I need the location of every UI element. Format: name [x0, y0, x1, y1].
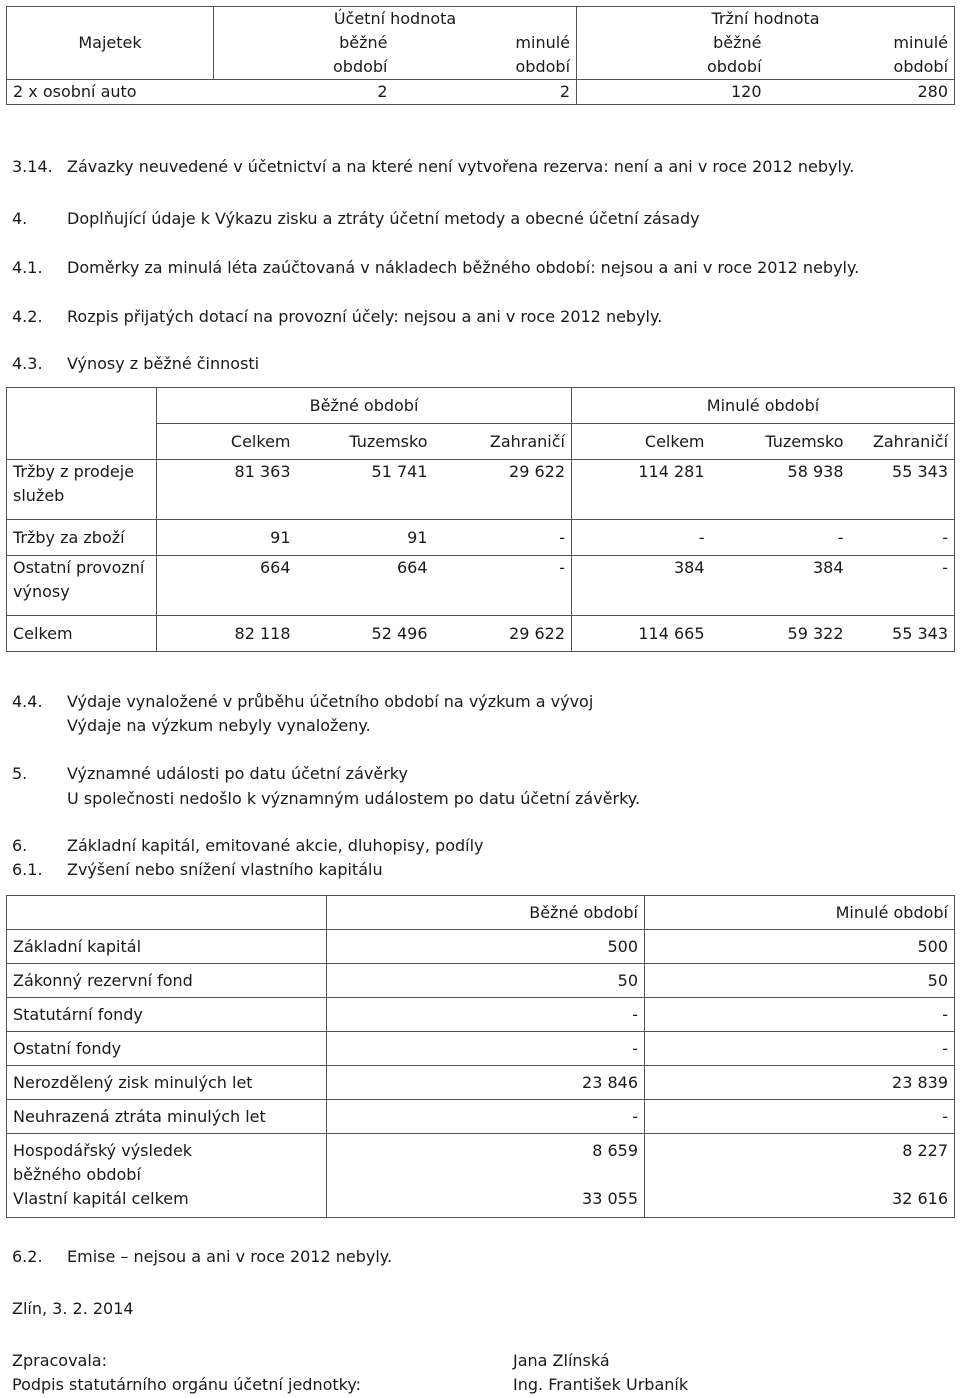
place-date: Zlín, 3. 2. 2014 — [12, 1299, 134, 1318]
section-number: 4. — [12, 209, 28, 228]
section-number: 3.14. — [12, 157, 53, 176]
period-line: běžné — [339, 33, 388, 52]
section-text: Závazky neuvedené v účetnictví a na které není vytvořena rezerva: není a ani v roce 2012 nebyly. — [67, 157, 855, 176]
row-label — [7, 556, 157, 616]
table-row — [7, 1100, 955, 1134]
cell-value: 81 363 — [157, 460, 297, 520]
cell-value: - — [645, 1100, 955, 1134]
cell-value: - — [434, 520, 572, 556]
table-row — [7, 80, 955, 105]
cell-value: 114 281 — [572, 460, 711, 520]
period-line: minulé — [515, 33, 571, 52]
table-row — [7, 1066, 955, 1100]
equity-table — [6, 895, 955, 1218]
cell-value: 55 343 — [850, 460, 955, 520]
period-line: období — [707, 57, 762, 76]
row-label-line: Tržby z prodeje — [13, 462, 135, 481]
section-number: 4.4. — [12, 692, 43, 711]
cell-value: 384 — [711, 556, 850, 616]
table-row — [7, 930, 955, 964]
row-label-line: Ostatní provozní — [13, 558, 145, 577]
cell-value: 29 622 — [434, 460, 572, 520]
col-domestic: Tuzemsko — [297, 424, 434, 460]
prepared-label: Zpracovala: — [12, 1351, 107, 1370]
section-text: Zvýšení nebo snížení vlastního kapitálu — [67, 860, 383, 879]
section-heading: Doplňující údaje k Výkazu zisku a ztráty účetní metody a obecné účetní zásady — [67, 209, 700, 228]
asset-value: 280 — [768, 80, 955, 105]
assets-header-book: Účetní hodnota — [214, 7, 577, 32]
col-foreign: Zahraničí — [434, 424, 572, 460]
cell-value: 82 118 — [157, 616, 297, 652]
cell-value: - — [327, 1100, 645, 1134]
section-number: 6.2. — [12, 1247, 43, 1266]
period-line: období — [893, 57, 949, 76]
table-row — [7, 556, 955, 616]
cell-value: 8 227 — [645, 1134, 955, 1188]
row-label — [7, 1134, 327, 1188]
row-label: Zákonný rezervní fond — [7, 964, 327, 998]
revenue-corner — [7, 388, 157, 460]
cell-value: 23 846 — [327, 1066, 645, 1100]
table-row — [7, 1134, 955, 1188]
table-row — [7, 1032, 955, 1066]
cell-value: 32 616 — [645, 1187, 955, 1218]
cell-value: 59 322 — [711, 616, 850, 652]
section-number: 4.1. — [12, 258, 43, 277]
section-text: Výdaje vynaložené v průběhu účetního období na výzkum a vývoj — [67, 692, 594, 711]
asset-value: 120 — [577, 80, 768, 105]
cell-value: 91 — [157, 520, 297, 556]
period-line: minulé — [893, 33, 949, 52]
cell-value: - — [645, 1032, 955, 1066]
section-heading: Významné události po datu účetní závěrky — [67, 764, 408, 783]
cell-value: - — [327, 998, 645, 1032]
table-row-total — [7, 1187, 955, 1218]
equity-previous-period: Minulé období — [645, 896, 955, 930]
row-label: Statutární fondy — [7, 998, 327, 1032]
assets-book-current — [214, 31, 394, 80]
revenue-current-period: Běžné období — [157, 388, 572, 424]
table-row — [7, 460, 955, 520]
section-text: Rozpis přijatých dotací na provozní účely: nejsou a ani v roce 2012 nebyly. — [67, 307, 663, 326]
asset-label: 2 x osobní auto — [7, 80, 214, 105]
section-number: 6. — [12, 836, 28, 855]
period-line: období — [333, 57, 388, 76]
section-text: Doměrky za minulá léta zaúčtovaná v nákladech běžného období: nejsou a ani v roce 2012 nebyly. — [67, 258, 860, 277]
sign-name: Ing. František Urbaník — [513, 1375, 689, 1394]
col-total: Celkem — [572, 424, 711, 460]
assets-table — [6, 6, 955, 105]
cell-value: 114 665 — [572, 616, 711, 652]
cell-value: 33 055 — [327, 1187, 645, 1218]
row-label-line: Hospodářský výsledek — [13, 1141, 193, 1160]
cell-value: 91 — [297, 520, 434, 556]
row-label-line: výnosy — [13, 582, 70, 601]
row-label: Vlastní kapitál celkem — [7, 1187, 327, 1218]
asset-value: 2 — [214, 80, 394, 105]
cell-value: - — [711, 520, 850, 556]
cell-value: - — [645, 998, 955, 1032]
cell-value: 8 659 — [327, 1134, 645, 1188]
period-line: období — [515, 57, 571, 76]
revenue-previous-period: Minulé období — [572, 388, 955, 424]
assets-header-asset: Majetek — [7, 7, 214, 80]
cell-value: 50 — [645, 964, 955, 998]
table-row-total — [7, 616, 955, 652]
section-number: 4.3. — [12, 354, 43, 373]
row-label — [7, 460, 157, 520]
col-domestic: Tuzemsko — [711, 424, 850, 460]
assets-market-previous — [768, 31, 955, 80]
cell-value: - — [572, 520, 711, 556]
assets-header-market: Tržní hodnota — [577, 7, 955, 32]
section-body: Výdaje na výzkum nebyly vynaloženy. — [67, 716, 371, 735]
cell-value: - — [327, 1032, 645, 1066]
cell-value: 23 839 — [645, 1066, 955, 1100]
row-label-line: běžného období — [13, 1165, 141, 1184]
section-number: 4.2. — [12, 307, 43, 326]
assets-market-current — [577, 31, 768, 80]
section-number: 5. — [12, 764, 28, 783]
row-label: Nerozdělený zisk minulých let — [7, 1066, 327, 1100]
section-text: Emise – nejsou a ani v roce 2012 nebyly. — [67, 1247, 393, 1266]
cell-value: 500 — [645, 930, 955, 964]
section-heading: Základní kapitál, emitované akcie, dluhopisy, podíly — [67, 836, 484, 855]
revenue-table — [6, 387, 955, 652]
equity-current-period: Běžné období — [327, 896, 645, 930]
equity-corner — [7, 896, 327, 930]
cell-value: - — [850, 556, 955, 616]
row-label: Ostatní fondy — [7, 1032, 327, 1066]
row-label: Tržby za zboží — [7, 520, 157, 556]
asset-value: 2 — [394, 80, 577, 105]
table-row — [7, 998, 955, 1032]
cell-value: 664 — [157, 556, 297, 616]
section-body: U společnosti nedošlo k významným událostem po datu účetní závěrky. — [67, 789, 641, 808]
cell-value: 50 — [327, 964, 645, 998]
assets-book-previous — [394, 31, 577, 80]
col-total: Celkem — [157, 424, 297, 460]
row-label: Neuhrazená ztráta minulých let — [7, 1100, 327, 1134]
cell-value: 52 496 — [297, 616, 434, 652]
cell-value: 58 938 — [711, 460, 850, 520]
cell-value: - — [850, 520, 955, 556]
cell-value: 500 — [327, 930, 645, 964]
cell-value: 664 — [297, 556, 434, 616]
table-row — [7, 964, 955, 998]
row-label: Celkem — [7, 616, 157, 652]
col-foreign: Zahraničí — [850, 424, 955, 460]
prepared-name: Jana Zlínská — [513, 1351, 610, 1370]
cell-value: 384 — [572, 556, 711, 616]
sign-label: Podpis statutárního orgánu účetní jednotky: — [12, 1375, 362, 1394]
period-line: běžné — [713, 33, 762, 52]
section-text: Výnosy z běžné činnosti — [67, 354, 260, 373]
cell-value: 29 622 — [434, 616, 572, 652]
cell-value: 55 343 — [850, 616, 955, 652]
cell-value: 51 741 — [297, 460, 434, 520]
table-row — [7, 520, 955, 556]
row-label-line: služeb — [13, 486, 65, 505]
cell-value: - — [434, 556, 572, 616]
row-label: Základní kapitál — [7, 930, 327, 964]
section-number: 6.1. — [12, 860, 43, 879]
